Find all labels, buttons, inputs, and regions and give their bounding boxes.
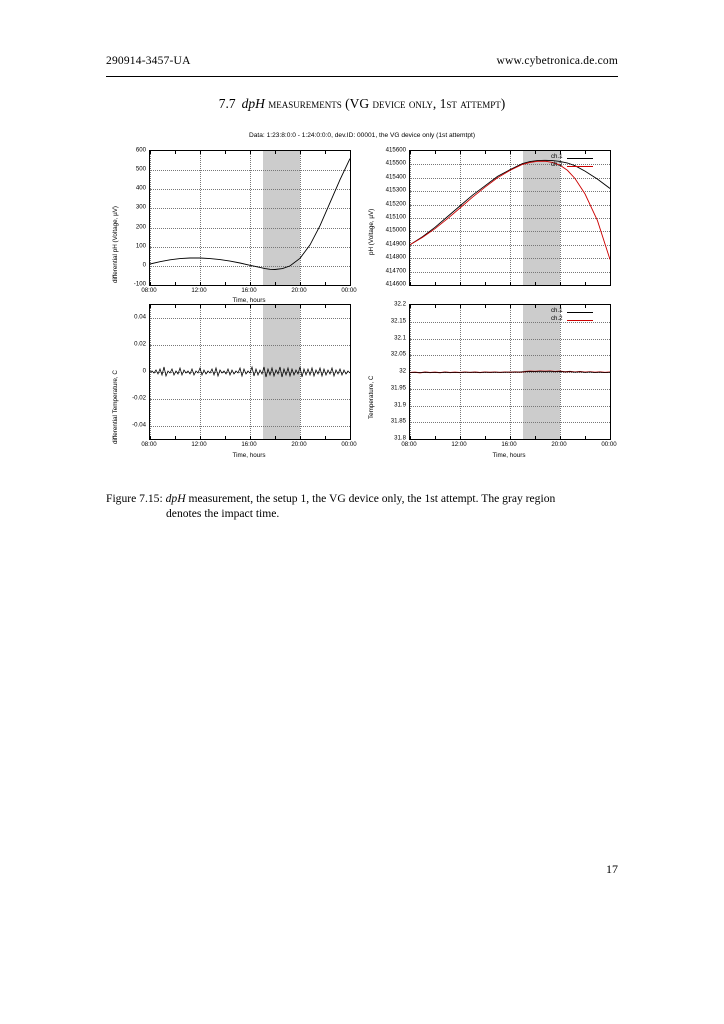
page-number: 17 <box>606 862 618 876</box>
legend-item-ch2 <box>551 316 607 324</box>
tick <box>225 282 226 285</box>
tick <box>250 436 251 439</box>
panel-dph-xticklabels: 08:00 12:00 16:00 20:00 00:00 <box>141 287 357 294</box>
tick <box>275 151 276 154</box>
tick <box>275 282 276 285</box>
panel-dph-yticklabels: -100 0 100 200 300 400 500 600 <box>133 146 146 288</box>
tick <box>150 282 151 285</box>
tick <box>410 151 411 154</box>
tick <box>275 436 276 439</box>
tick <box>435 305 436 308</box>
tick <box>250 282 251 285</box>
tick <box>435 282 436 285</box>
tick <box>585 282 586 285</box>
tick <box>485 151 486 154</box>
section-title <box>0 96 724 112</box>
figure-data-caption: Data: 1:23:8:0:0 - 1:24:0:0:0, dev.ID: 00001, the VG device only (1st attemtpt) <box>248 132 476 139</box>
panel-temp-xticklabels: 08:00 12:00 16:00 20:00 00:00 <box>401 441 617 448</box>
legend-item-ch2 <box>551 162 607 170</box>
tick <box>535 436 536 439</box>
legend-label-ch1: ch.1 <box>551 307 563 314</box>
tick <box>200 305 201 308</box>
figure <box>106 132 618 477</box>
tick <box>250 305 251 308</box>
tick <box>225 151 226 154</box>
tick <box>510 305 511 308</box>
tick <box>175 282 176 285</box>
panel-dtemp-xlabel: Time, hours <box>232 452 266 459</box>
panel-ph-ylabel: pH (Voltage, µV) <box>368 208 375 255</box>
section-number: 7.7 <box>218 96 236 111</box>
tick <box>300 305 301 308</box>
figure-caption-label: Figure 7.15: <box>106 492 163 505</box>
panel-dph-series-dph <box>150 151 350 285</box>
tick <box>585 436 586 439</box>
tick <box>485 282 486 285</box>
legend-swatch-ch1 <box>567 158 593 159</box>
tick <box>485 305 486 308</box>
tick <box>410 282 411 285</box>
panel-dtemp-ylabel: differential Temperature, C <box>112 370 119 444</box>
header-right: www.cybetronica.de.com <box>496 55 618 67</box>
tick <box>300 282 301 285</box>
tick <box>225 436 226 439</box>
section-title-rest: measurements (VG device only, 1st attempt) <box>268 96 506 111</box>
panel-ph-series-ch2 <box>410 151 610 285</box>
legend-swatch-ch2 <box>567 320 593 321</box>
header-left: 290914-3457-UA <box>106 55 191 67</box>
header-rule <box>106 76 618 77</box>
tick <box>510 436 511 439</box>
tick <box>325 305 326 308</box>
legend-label-ch2: ch.2 <box>551 161 563 168</box>
panel-temp-ylabel: Temperature, C <box>368 375 375 419</box>
panel-dtemp-yticklabels: 0.04 0.02 0 -0.02 -0.04 <box>132 313 146 429</box>
tick <box>300 436 301 439</box>
tick <box>560 282 561 285</box>
tick <box>460 151 461 154</box>
panel-ph <box>362 146 618 300</box>
legend-label-ch2: ch.2 <box>551 315 563 322</box>
tick <box>225 305 226 308</box>
tick <box>325 436 326 439</box>
panel-temp-xlabel: Time, hours <box>492 452 526 459</box>
panel-dtemp-xticklabels: 08:00 12:00 16:00 20:00 00:00 <box>141 441 357 448</box>
panel-dtemp-plot <box>149 304 351 440</box>
figure-caption-line2: denotes the impact time. <box>166 506 280 520</box>
tick <box>150 305 151 308</box>
panel-dtemp-series <box>150 305 350 439</box>
tick <box>410 436 411 439</box>
tick <box>460 305 461 308</box>
panel-ph-plot <box>409 150 611 286</box>
tick <box>460 282 461 285</box>
panel-temp-yticklabels: 32.2 32.15 32.1 32.05 32 31.95 31.9 31.85 31.8 <box>390 300 406 442</box>
tick <box>410 305 411 308</box>
tick <box>485 436 486 439</box>
legend-swatch-ch2 <box>567 166 593 167</box>
tick <box>150 436 151 439</box>
panel-dtemp <box>106 304 357 474</box>
tick <box>200 151 201 154</box>
tick <box>535 151 536 154</box>
panel-temp-series-ch1 <box>410 305 610 439</box>
tick <box>150 151 151 154</box>
tick <box>175 151 176 154</box>
legend-label-ch1: ch.1 <box>551 153 563 160</box>
panel-temp-plot <box>409 304 611 440</box>
tick <box>325 151 326 154</box>
tick <box>435 436 436 439</box>
tick <box>300 151 301 154</box>
section-title-italic: dpH <box>241 96 265 111</box>
tick <box>560 436 561 439</box>
panel-dph <box>106 146 357 300</box>
tick <box>175 305 176 308</box>
figure-caption-text: measurement, the setup 1, the VG device only, the 1st attempt. The gray region <box>185 492 556 505</box>
tick <box>200 282 201 285</box>
tick <box>510 282 511 285</box>
tick <box>200 436 201 439</box>
panel-dph-plot <box>149 150 351 286</box>
panel-dph-ylabel: differential pH (Voltage, µV) <box>112 205 119 283</box>
tick <box>460 436 461 439</box>
panel-ph-yticklabels: 414600 414700 414800 414900 415000 415100 415200 415300 415400 415500 415600 <box>385 146 406 288</box>
panel-ph-legend <box>551 154 607 170</box>
tick <box>250 151 251 154</box>
figure-caption <box>106 492 618 522</box>
tick <box>535 282 536 285</box>
tick <box>175 436 176 439</box>
tick <box>435 151 436 154</box>
tick <box>535 305 536 308</box>
tick <box>325 282 326 285</box>
legend-swatch-ch1 <box>567 312 593 313</box>
panel-temp-legend <box>551 308 607 324</box>
figure-caption-italic: dpH <box>165 492 186 505</box>
panel-temp <box>362 300 618 474</box>
panel-dph-xlabel: Time, hours <box>232 297 266 304</box>
tick <box>510 151 511 154</box>
tick <box>275 305 276 308</box>
